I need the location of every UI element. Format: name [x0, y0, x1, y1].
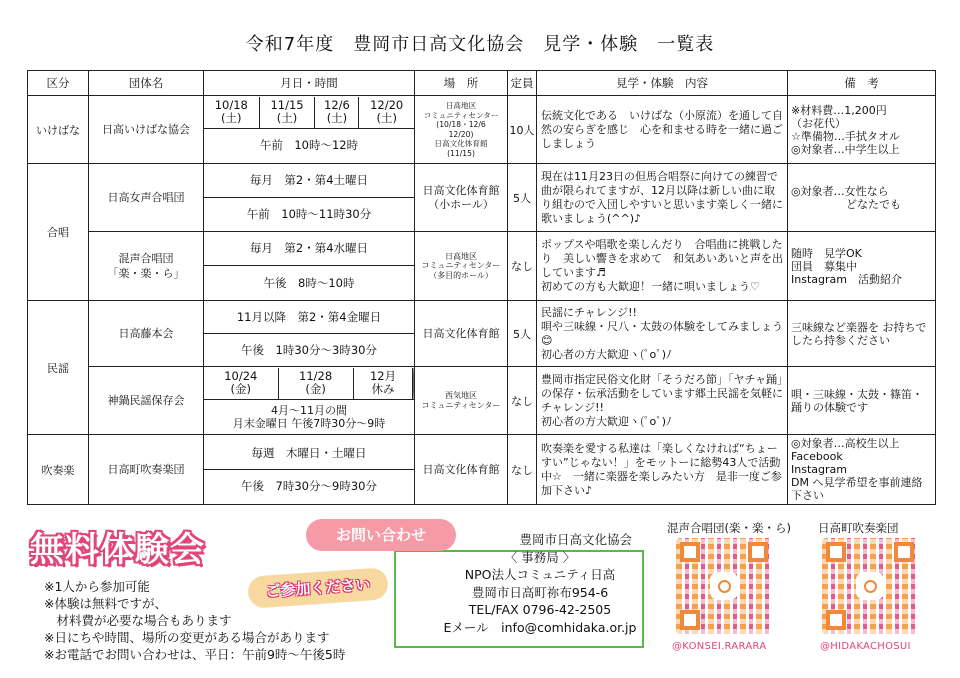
qr2-label: 日高町吹奏楽団 — [818, 521, 899, 535]
datetime-cell — [204, 164, 415, 232]
category-cell: いけばな — [28, 96, 89, 164]
header-category: 区分 — [28, 71, 89, 96]
note-line: ※1人から参加可能 — [44, 579, 150, 594]
header-capacity: 定員 — [508, 71, 537, 96]
header-datetime: 月日・時間 — [204, 71, 415, 96]
qr-finder-icon — [826, 610, 846, 630]
footer-notes — [44, 578, 345, 663]
qr-finder-icon — [826, 542, 846, 562]
header-row — [28, 71, 936, 96]
note-line: ※日にちや時間、場所の変更がある場合があります — [44, 630, 330, 645]
date-cell: 12/20 (土) — [359, 97, 414, 129]
content-cell: ポップスや唱歌を楽しんだり 合唱曲に挑戦したり 美しい響きを求めて 和気あいあいと声を出しています♬ 初めての方も大歓迎！一緒に唄いましょう♡ — [537, 232, 788, 301]
table-row — [28, 301, 936, 367]
header-content: 見学・体験 内容 — [537, 71, 788, 96]
instagram-icon — [710, 572, 738, 600]
content-cell: 民謡にチャレンジ!! 唄や三味線・尺八・太鼓の体験をしてみましょう😊 初心者の方大歓迎ヽ(ﾟoﾟ)ﾉ — [537, 301, 788, 367]
contact-office: 〈 事務局 〉 — [504, 549, 576, 565]
qr1-handle: @KONSEI.RARARA — [672, 641, 767, 652]
qr2-handle: @HIDAKACHOSUI — [820, 641, 911, 652]
category-cell: 吹奏楽 — [28, 435, 89, 505]
table-row — [28, 367, 936, 435]
table-row — [28, 96, 936, 164]
date-cell: 10/24 (金) — [204, 368, 278, 400]
place-cell: 日高地区 コミュニティセンター (10/18・12/6 12/20) 日高文化体育館 (11/15) — [415, 96, 508, 164]
schedule-table — [27, 70, 936, 505]
time-cell: 午前 10時〜11時30分 — [246, 207, 372, 221]
note-line: ※お電話でお問い合わせは、平日：午前9時〜午後5時 — [44, 647, 346, 662]
contact-email[interactable]: Eメール info@comhidaka.or.jp — [443, 619, 637, 635]
notes-cell: ◎対象者…高校生以上 Facebook Instagram DM へ見学希望を事前連絡下さい — [788, 435, 936, 505]
notes-cell: ◎対象者…女性なら どなたでも — [788, 164, 936, 232]
contact-address: 豊岡市日高町祢布954-6 — [471, 584, 609, 600]
notes-cell: 三味線など楽器を お持ちでしたら持参ください — [788, 301, 936, 367]
time-cell: 午前 10時〜12時 — [259, 138, 359, 152]
time-cell: 午後 7時30分〜9時30分 — [241, 478, 377, 493]
capacity-cell: 5人 — [508, 164, 537, 232]
time-cell: 4月〜11月の間 月末金曜日 午後7時30分〜9時 — [232, 403, 386, 430]
group-cell: 日高いけばな協会 — [89, 96, 204, 164]
date-cell: 11/28 (金) — [278, 368, 353, 400]
content-cell: 現在は11月23日の但馬合唱祭に向けての練習で曲が限られてますが、12月以降は新しい曲に取り組むので入団しやすいと思います楽しく一緒に歌いましょう(^^)♪ — [537, 164, 788, 232]
page-title: 令和7年度 豊岡市日高文化協会 見学・体験 一覧表 — [245, 34, 715, 55]
place-cell: 日高地区 コミュニティセンター （多目的ホール） — [415, 232, 508, 301]
table-row — [28, 164, 936, 232]
schedule-cell: 毎月 第2・第4水曜日 — [204, 232, 414, 266]
group-cell: 日高藤本会 — [89, 301, 204, 367]
capacity-cell: なし — [508, 435, 537, 505]
header-place: 場 所 — [415, 71, 508, 96]
header-group: 団体名 — [89, 71, 204, 96]
welcome-badge: ご参加ください — [247, 567, 389, 609]
qr1-label: 混声合唱団(楽・楽・ら) — [667, 521, 791, 535]
group-cell: 日高町吹奏楽団 — [89, 435, 204, 505]
datetime-cell — [204, 435, 415, 505]
content-cell: 吹奏楽を愛する私達は「楽しくなければ“ちょーすい”じゃない！」をモットーに総勢43人で活動中☆ 一緒に楽器を楽しみたい方 是非一度ご参加下さい♪ — [537, 435, 788, 505]
header-notes: 備 考 — [788, 71, 936, 96]
note-line: ※体験は無料ですが、 — [44, 596, 167, 611]
category-cell: 民謡 — [28, 301, 89, 435]
content-cell: 豊岡市指定民俗文化財「そうだろ節」「ヤチャ踊」の保存・伝承活動をしています郷土民謡を気軽にチャレンジ!! 初心者の方大歓迎ヽ(ﾟoﾟ)ﾉ — [537, 367, 788, 435]
date-cell: 10/18 (土) — [204, 97, 259, 129]
datetime-cell — [204, 367, 415, 435]
contact-phone: TEL/FAX 0796-42-2505 — [468, 602, 612, 617]
qr-finder-icon — [894, 542, 914, 562]
qr-code-konsei[interactable] — [676, 538, 772, 634]
category-cell: 合唱 — [28, 164, 89, 301]
notes-cell: ※材料費…1,200円 （お花代） ☆準備物…手拭タオル ◎対象者…中学生以上 — [788, 96, 936, 164]
group-cell: 神鍋民謡保存会 — [89, 367, 204, 435]
time-cell: 午後 8時〜10時 — [263, 275, 355, 290]
note-line: 材料費が必要な場合もあります — [44, 613, 232, 628]
qr-finder-icon — [680, 610, 700, 630]
free-trial-title: 無料体験会 — [30, 530, 205, 570]
place-cell: 西気地区 コミュニティセンター — [415, 367, 508, 435]
qr-finder-icon — [748, 542, 768, 562]
contact-lines — [420, 531, 660, 636]
datetime-cell — [204, 96, 415, 164]
schedule-cell: 毎週 木曜日・土曜日 — [204, 437, 414, 470]
inquiry-tag: お問い合わせ — [306, 519, 456, 551]
capacity-cell: なし — [508, 367, 537, 435]
place-cell: 日高文化体育館 — [415, 301, 508, 367]
place-cell: 日高文化体育館 — [415, 435, 508, 505]
table-row — [28, 435, 936, 505]
table-row — [28, 232, 936, 301]
qr-finder-icon — [680, 542, 700, 562]
capacity-cell: 5人 — [508, 301, 537, 367]
date-cell: 12月 休み — [353, 368, 413, 400]
group-cell: 混声合唱団 「楽・楽・ら」 — [89, 232, 204, 301]
qr-code-suisogaku[interactable] — [822, 538, 918, 634]
schedule-cell: 11月以降 第2・第4金曜日 — [204, 301, 414, 334]
contact-org: 豊岡市日高文化協会 — [519, 532, 632, 547]
contact-npo: NPO法人コミュニティ日高 — [464, 567, 616, 582]
place-cell: 日高文化体育館 （小ホール） — [415, 164, 508, 232]
capacity-cell: なし — [508, 232, 537, 301]
time-cell: 午後 1時30分〜3時30分 — [241, 342, 377, 357]
capacity-cell: 10人 — [508, 96, 537, 164]
notes-cell: 随時 見学OK 団員 募集中 Instagram 活動紹介 — [788, 232, 936, 301]
datetime-cell — [204, 232, 415, 301]
content-cell: 伝統文化である いけばな（小原流）を通して自然の安らぎを感じ 心を和ませる時を一緒に過ごしましょう — [537, 96, 788, 164]
group-cell: 日高女声合唱団 — [89, 164, 204, 232]
notes-cell: 唄・三味線・太鼓・篠笛・踊りの体験です — [788, 367, 936, 435]
instagram-icon — [856, 572, 884, 600]
date-cell: 12/6 (土) — [315, 97, 359, 129]
datetime-cell — [204, 301, 415, 367]
schedule-cell: 毎月 第2・第4土曜日 — [204, 164, 414, 198]
date-cell: 11/15 (土) — [259, 97, 315, 129]
